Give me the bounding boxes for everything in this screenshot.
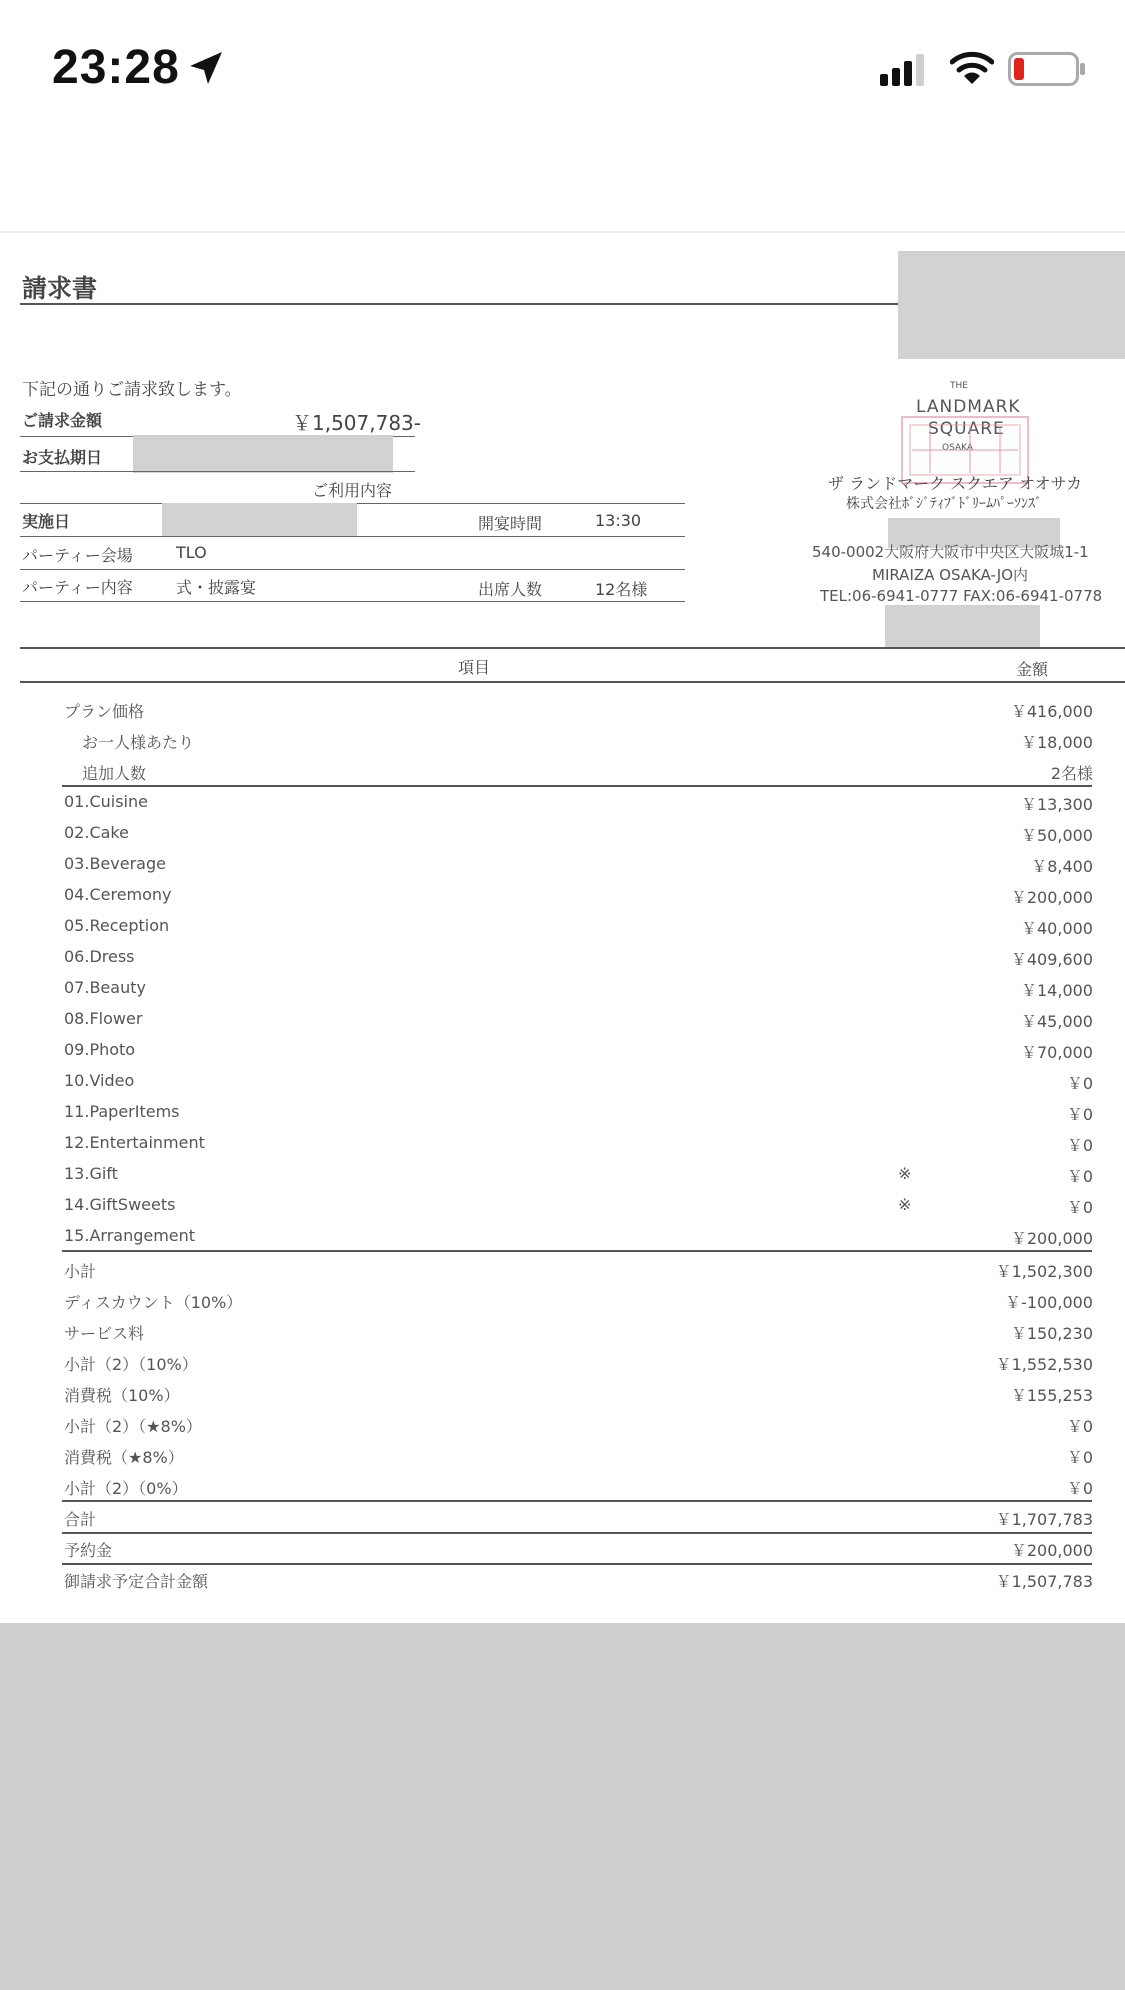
- row-label: 06.Dress: [64, 947, 135, 966]
- deposit-row-value: ￥200,000: [1010, 1541, 1093, 1560]
- row-label: 消費税（10%）: [64, 1386, 180, 1405]
- deposit-row-label: 予約金: [64, 1541, 113, 1560]
- row-value: ￥0: [1066, 1074, 1093, 1093]
- final-total-row-value: ￥1,507,783: [995, 1572, 1093, 1591]
- final-total-row-label: 御請求予定合計金額: [64, 1572, 209, 1591]
- row-value: ￥50,000: [1021, 826, 1093, 845]
- logo-line1: LANDMARK: [916, 397, 1021, 417]
- table-top-line: [20, 647, 1125, 649]
- redacted-area: [0, 1623, 1125, 1990]
- company-tel-fax: TEL:06-6941-0777 FAX:06-6941-0778: [820, 587, 1103, 605]
- row-label: 08.Flower: [64, 1009, 143, 1028]
- row-divider: [62, 1500, 1092, 1502]
- total-row-value: ￥1,707,783: [995, 1510, 1093, 1529]
- divider: [20, 536, 685, 537]
- title-underline: [20, 303, 900, 305]
- row-value: ￥416,000: [1010, 702, 1093, 721]
- row-label: 10.Video: [64, 1071, 135, 1090]
- company-name: 株式会社ﾎﾞｼﾞﾃｨﾌﾞﾄﾞﾘｰﾑﾊﾟｰｿﾝｽﾞ: [846, 496, 1042, 512]
- row-value: ￥40,000: [1021, 919, 1093, 938]
- row-value: ￥0: [1066, 1448, 1093, 1467]
- company-address: 540-0002大阪府大阪市中央区大阪城1-1: [812, 543, 1089, 561]
- usage-header: ご利用内容: [312, 481, 393, 500]
- status-bar: [0, 0, 1125, 140]
- row-label: 07.Beauty: [64, 978, 146, 997]
- table-header-line: [20, 681, 1125, 683]
- row-label: 04.Ceremony: [64, 885, 172, 904]
- row-value: ￥13,300: [1021, 795, 1093, 814]
- row-value: ￥0: [1066, 1198, 1093, 1217]
- row-divider: [62, 785, 1092, 787]
- row-label: 消費税（★8%）: [64, 1448, 184, 1467]
- row-value: ￥0: [1066, 1479, 1093, 1498]
- row-value: ￥200,000: [1010, 888, 1093, 907]
- content-label: パーティー内容: [22, 578, 133, 597]
- battery-low-icon: [1008, 52, 1086, 86]
- date-label: 実施日: [22, 512, 71, 531]
- company-building: MIRAIZA OSAKA-JO内: [872, 566, 1029, 584]
- open-time-label: 開宴時間: [478, 514, 543, 533]
- row-value: ￥0: [1066, 1105, 1093, 1124]
- amount-label: ご請求金額: [22, 411, 103, 430]
- row-value: ￥200,000: [1010, 1229, 1093, 1248]
- row-label: 02.Cake: [64, 823, 129, 842]
- redacted-block: [898, 251, 1125, 359]
- row-divider: [62, 1250, 1092, 1252]
- document-title: 請求書: [22, 274, 98, 303]
- row-value: ￥-100,000: [1005, 1293, 1093, 1312]
- row-value: ￥1,552,530: [995, 1355, 1093, 1374]
- col-item-header: 項目: [458, 658, 491, 677]
- row-label: 12.Entertainment: [64, 1133, 205, 1152]
- row-label: 追加人数: [82, 764, 147, 783]
- row-value: ￥18,000: [1021, 733, 1093, 752]
- amount-value: ￥1,507,783-: [292, 411, 422, 435]
- guests-label: 出席人数: [478, 580, 543, 599]
- row-label: 03.Beverage: [64, 854, 166, 873]
- row-label: 11.PaperItems: [64, 1102, 180, 1121]
- row-label: プラン価格: [64, 702, 145, 721]
- intro-text: 下記の通りご請求致します。: [22, 380, 242, 400]
- redacted-date: [162, 503, 357, 537]
- row-label: 09.Photo: [64, 1040, 136, 1059]
- row-value: 2名様: [1050, 764, 1093, 783]
- row-value: ￥70,000: [1021, 1043, 1093, 1062]
- company-name-kana: ザ ランドマーク スクエア オオサカ: [828, 474, 1083, 493]
- logo-line3: OSAKA: [942, 443, 974, 453]
- logo-the: THE: [950, 381, 968, 391]
- divider: [20, 471, 415, 472]
- row-value: ￥155,253: [1010, 1386, 1093, 1405]
- redacted-block: [885, 605, 1040, 649]
- row-value: ￥0: [1066, 1136, 1093, 1155]
- venue-value: TLO: [176, 543, 207, 562]
- wifi-icon: [950, 50, 994, 86]
- row-value: ￥0: [1066, 1167, 1093, 1186]
- total-row-label: 合計: [64, 1510, 97, 1529]
- open-time-value: 13:30: [595, 511, 642, 530]
- clock: 23:28: [52, 41, 180, 94]
- divider: [20, 569, 685, 570]
- logo-line2: SQUARE: [928, 419, 1005, 439]
- row-value: ￥409,600: [1010, 950, 1093, 969]
- row-value: ￥45,000: [1021, 1012, 1093, 1031]
- content-value: 式・披露宴: [176, 578, 257, 597]
- invoice-document: [0, 233, 1125, 1623]
- row-mark: ※: [898, 1164, 912, 1183]
- row-label: ディスカウント（10%）: [64, 1293, 243, 1312]
- row-value: ￥14,000: [1021, 981, 1093, 1000]
- divider: [20, 601, 685, 602]
- row-value: ￥0: [1066, 1417, 1093, 1436]
- row-label: 小計（2）（0%）: [64, 1479, 188, 1498]
- row-mark: ※: [898, 1195, 912, 1214]
- guests-value: 12名様: [595, 580, 648, 599]
- venue-label: パーティー会場: [22, 546, 133, 565]
- due-label: お支払期日: [22, 448, 103, 467]
- row-label: お一人様あたり: [82, 733, 195, 752]
- row-label: 05.Reception: [64, 916, 170, 935]
- redacted-due-date: [133, 435, 393, 473]
- row-label: 小計: [64, 1262, 97, 1281]
- col-amount-header: 金額: [1016, 660, 1049, 679]
- row-value: ￥8,400: [1031, 857, 1093, 876]
- row-label: 14.GiftSweets: [64, 1195, 176, 1214]
- row-label: 小計（2）（10%）: [64, 1355, 198, 1374]
- row-label: 01.Cuisine: [64, 792, 148, 811]
- row-label: 小計（2）（★8%）: [64, 1417, 202, 1436]
- row-value: ￥1,502,300: [995, 1262, 1093, 1281]
- row-label: サービス料: [64, 1324, 145, 1343]
- row-divider: [62, 1563, 1092, 1565]
- row-divider: [62, 1532, 1092, 1534]
- row-value: ￥150,230: [1010, 1324, 1093, 1343]
- row-label: 15.Arrangement: [64, 1226, 196, 1245]
- location-arrow-icon: [186, 48, 226, 88]
- signal-icon: [880, 54, 926, 86]
- row-label: 13.Gift: [64, 1164, 118, 1183]
